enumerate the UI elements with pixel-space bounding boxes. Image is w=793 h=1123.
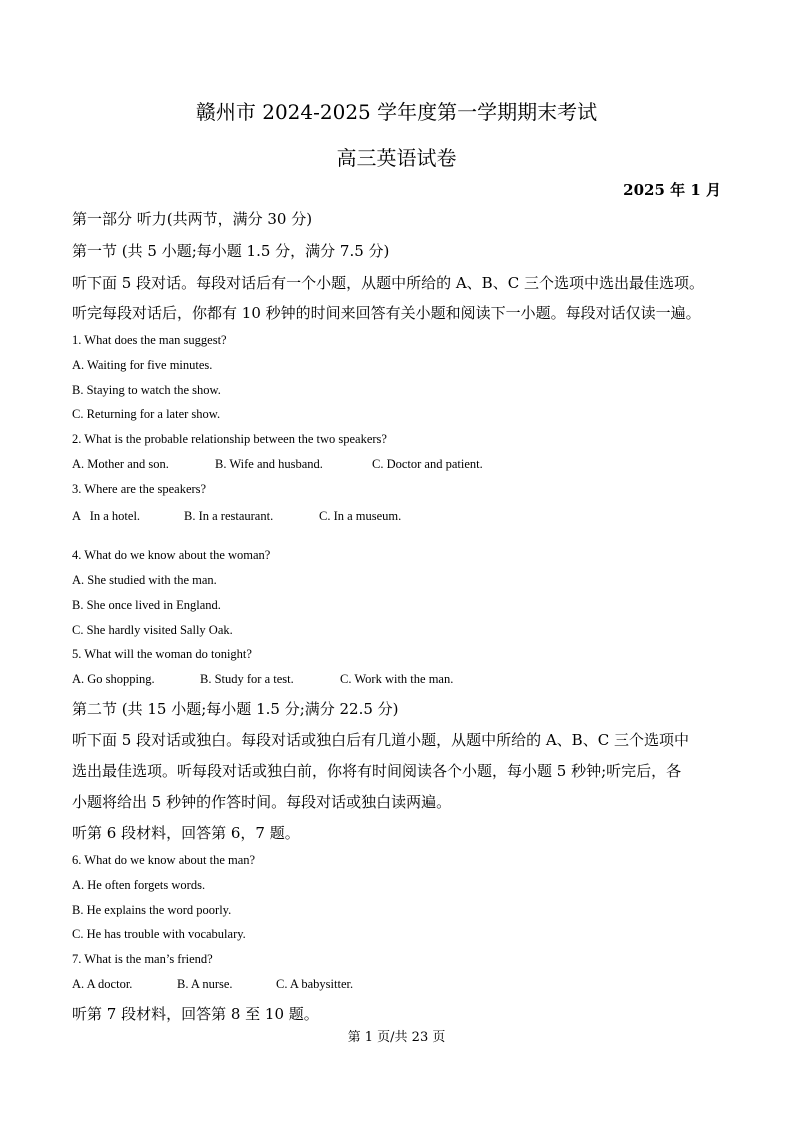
q1-stem: 1. What does the man suggest? [72,333,227,347]
q4-stem: 4. What do we know about the woman? [72,548,271,562]
q7-option-b: B. A nurse. [177,977,233,991]
q5-option-c: C. Work with the man. [340,672,454,686]
section2-instruction-line1: 听下面 5 段对话或独白。每段对话或独白后有几道小题，从题中所给的 A、B、C 三个选项中 [72,731,689,749]
q3-option-a: A In a hotel. [72,509,141,523]
q5-option-a: A. Go shopping. [72,672,155,686]
q2-option-a: A. Mother and son. [72,457,169,471]
q1-option-c: C. Returning for a later show. [72,407,221,421]
section1-heading: 第一节 (共 5 小题;每小题 1.5 分，满分 7.5 分) [72,242,390,260]
q6-option-a: A. He often forgets words. [72,878,206,892]
q2-stem: 2. What is the probable relationship between the two speakers? [72,432,387,446]
material7-instruction: 听第 7 段材料，回答第 8 至 10 题。 [72,1005,319,1023]
material6-instruction: 听第 6 段材料，回答第 6，7 题。 [72,824,300,842]
q7-option-c: C. A babysitter. [276,977,354,991]
q2-option-c: C. Doctor and patient. [372,457,483,471]
exam-date: 2025 年 1 月 [623,181,721,199]
exam-title: 赣州市 2024-2025 学年度第一学期期末考试 [195,100,598,124]
q6-option-c: C. He has trouble with vocabulary. [72,927,246,941]
q1-option-a: A. Waiting for five minutes. [72,358,213,372]
exam-subtitle: 高三英语试卷 [336,146,457,170]
section2-instruction-line2: 选出最佳选项。听每段对话或独白前，你将有时间阅读各个小题，每小题 5 秒钟;听完后，各 [72,762,682,780]
q4-option-b: B. She once lived in England. [72,598,221,612]
q3-stem: 3. Where are the speakers? [72,482,207,496]
q4-option-c: C. She hardly visited Sally Oak. [72,623,233,637]
q1-option-b: B. Staying to watch the show. [72,383,221,397]
section1-instruction-line2: 听完每段对话后，你都有 10 秒钟的时间来回答有关小题和阅读下一小题。每段对话仅读一遍。 [72,304,701,322]
q5-stem: 5. What will the woman do tonight? [72,647,252,661]
part1-heading: 第一部分 听力(共两节，满分 30 分) [72,210,313,228]
q7-stem: 7. What is the man’s friend? [72,952,213,966]
q3-option-c: C. In a museum. [319,509,402,523]
section2-heading: 第二节 (共 15 小题;每小题 1.5 分;满分 22.5 分) [72,700,399,718]
q5-option-b: B. Study for a test. [200,672,294,686]
q7-option-a: A. A doctor. [72,977,133,991]
page-footer: 第 1 页/共 23 页 [347,1030,446,1045]
q4-option-a: A. She studied with the man. [72,573,217,587]
q3-option-b: B. In a restaurant. [184,509,274,523]
q6-stem: 6. What do we know about the man? [72,853,256,867]
section1-instruction-line1: 听下面 5 段对话。每段对话后有一个小题，从题中所给的 A、B、C 三个选项中选出最佳选项。 [72,274,704,292]
q6-option-b: B. He explains the word poorly. [72,903,232,917]
section2-instruction-line3: 小题将给出 5 秒钟的作答时间。每段对话或独白读两遍。 [72,793,452,811]
q2-option-b: B. Wife and husband. [215,457,323,471]
